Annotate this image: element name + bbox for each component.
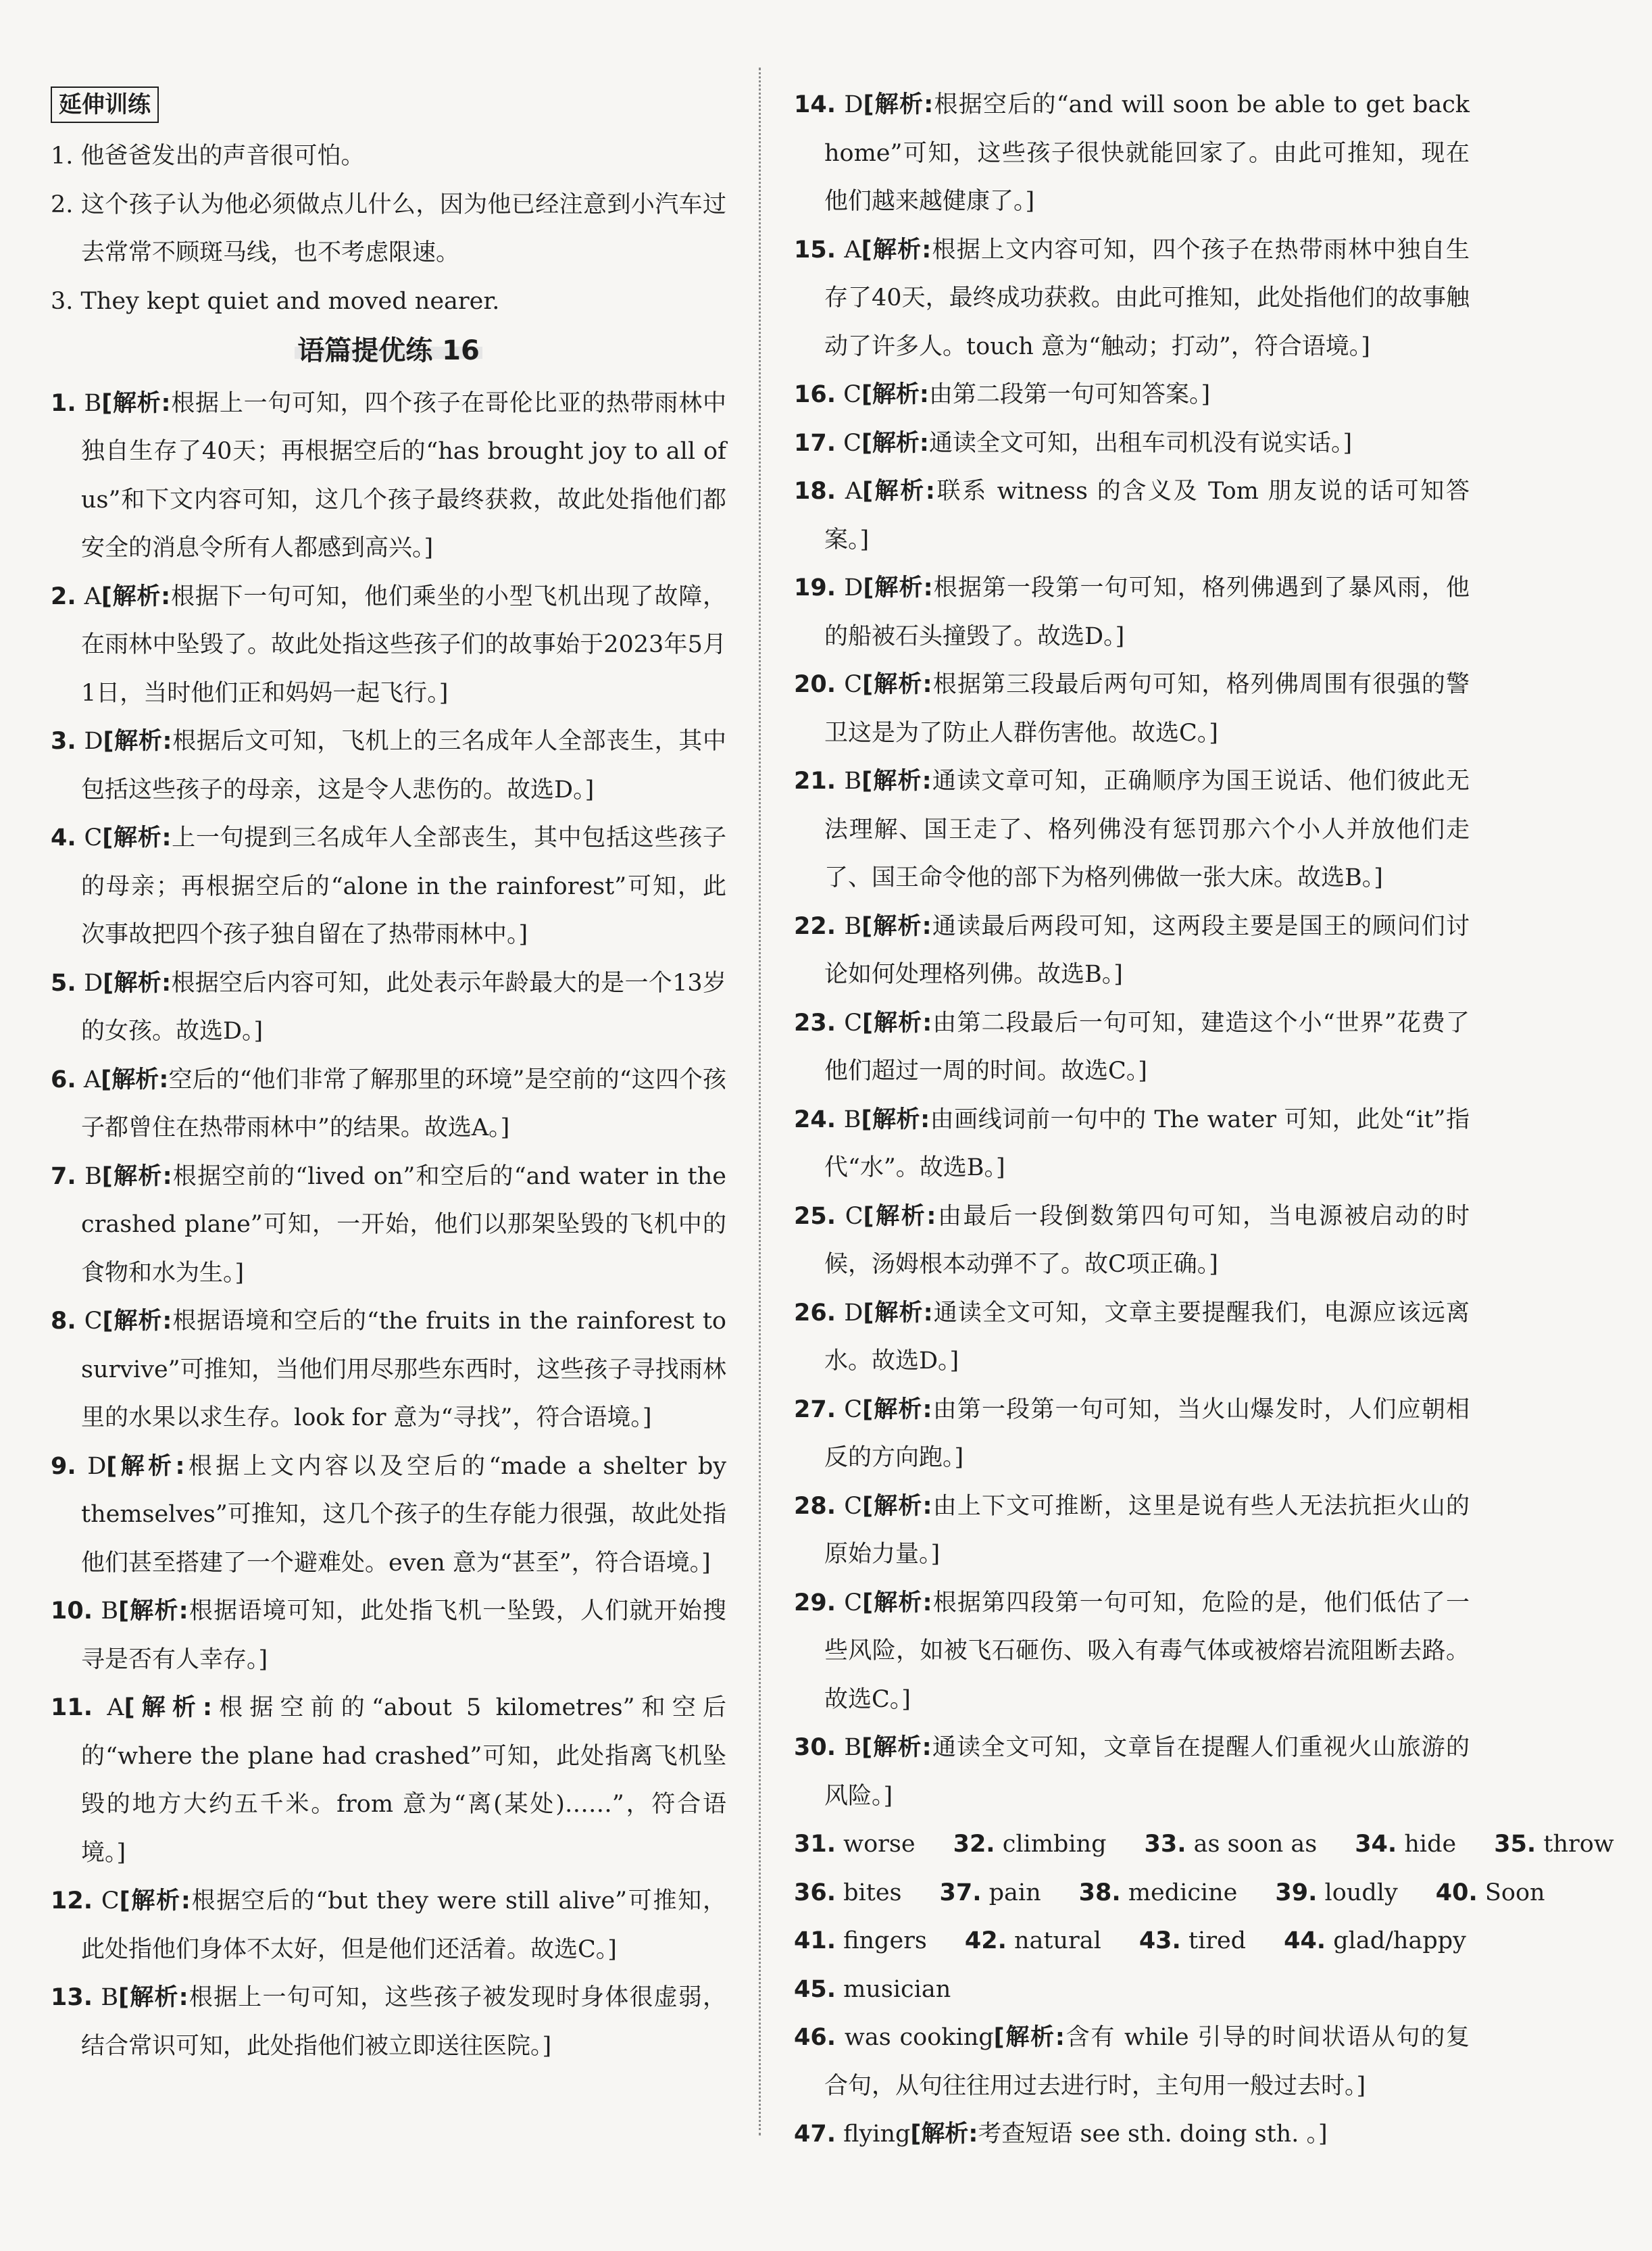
right-item: [794, 1579, 1470, 1725]
right-answer-list: [794, 81, 1470, 1821]
question-number: 26.: [794, 1299, 836, 1327]
question-number: 7.: [51, 1162, 76, 1190]
question-number: 29.: [794, 1589, 836, 1616]
analysis-text: 考查短语 see sth. doing sth. 。]: [978, 2121, 1328, 2148]
question-number: 2.: [51, 583, 76, 610]
analysis-tag: [解析:: [862, 478, 935, 505]
right-item: [794, 420, 1470, 468]
analysis-tag: [解析:: [862, 671, 932, 698]
answer-choice: C: [844, 1395, 863, 1423]
analysis-text: 由画线词前一句中的 The water 可知，此处“it”指代“水”。故选B。]: [824, 1106, 1470, 1181]
fill-answer: [1284, 1927, 1485, 1954]
analysis-tag: [解析:: [118, 1984, 189, 2011]
analysis-text: 通读最后两段可知，这两段主要是国王的顾问们讨论如何处理格列佛。故选B。]: [824, 912, 1470, 988]
analysis-text: 由第二段第一句可知答案。]: [928, 381, 1211, 408]
analysis-text: 通读全文可知，出租车司机没有说实话。]: [928, 429, 1353, 457]
analysis-text: 根据上文内容可知，四个孩子在热带雨林中独自生存了40天，最终成功获救。由此可推知，此处指他们的故事触动了许多人。touch 意为“触动；打动”，符合语境。]: [824, 236, 1470, 360]
right-item: [794, 661, 1470, 758]
answer-choice: B: [84, 389, 102, 417]
answer-word: natural: [1014, 1927, 1101, 1954]
answer-choice: D: [84, 728, 103, 755]
ext-item-1: 1. 他爸爸发出的声音很可怕。: [51, 143, 365, 170]
analysis-tag: [解析:: [910, 2121, 978, 2148]
question-number: 18.: [794, 478, 836, 505]
question-number: 41.: [794, 1927, 836, 1954]
fill-row: [794, 1917, 1470, 1966]
question-number: 38.: [1078, 1879, 1121, 1906]
right-item: [794, 1096, 1470, 1193]
answer-choice: C: [844, 1492, 863, 1520]
answer-word: musician: [843, 1975, 951, 2003]
left-item: [51, 573, 726, 718]
left-item: [51, 1587, 726, 1684]
answer-choice: B: [101, 1598, 119, 1625]
left-item: [51, 814, 726, 960]
left-item: [51, 1877, 726, 1974]
left-item: [51, 1297, 726, 1443]
fill-answer: [1355, 1831, 1475, 1858]
question-number: 17.: [794, 429, 836, 457]
answer-choice: B: [844, 1734, 862, 1761]
answer-word: loudly: [1324, 1879, 1398, 1906]
question-number: 4.: [51, 824, 76, 851]
answer-choice: B: [101, 1984, 119, 2011]
answer-choice: C: [101, 1887, 120, 1914]
fill-answer: [1275, 1879, 1416, 1906]
ext-item-3: 3. They kept quiet and moved nearer.: [51, 287, 500, 315]
analysis-text: 根据第三段最后两句可知，格列佛周围有很强的警卫这是为了防止人群伤害他。故选C。]: [824, 671, 1470, 747]
analysis-text: 根据下一句可知，他们乘坐的小型飞机出现了故障，在雨林中坠毁了。故此处指这些孩子们的故事始于2023年5月1日，当时他们正和妈妈一起飞行。]: [81, 583, 726, 707]
question-number: 11.: [51, 1694, 93, 1721]
analysis-text: 根据第四段第一句可知，危险的是，他们低估了一些风险，如被飞石砸伤、吸入有毒气体或被熔岩流阻断去路。故选C。]: [824, 1589, 1470, 1713]
analysis-text: 根据后文可知，飞机上的三名成年人全部丧生，其中包括这些孩子的母亲，这是令人悲伤的。故选D。]: [81, 728, 726, 803]
analysis-text: 由第二段最后一句可知，建造这个小“世界”花费了他们超过一周的时间。故选C。]: [824, 1009, 1470, 1085]
answer-choice: C: [843, 429, 861, 457]
right-item: [794, 1386, 1470, 1483]
left-item: [51, 1443, 726, 1588]
answer-choice: C: [844, 1589, 863, 1616]
analysis-tag: [解析:: [861, 236, 932, 264]
answer-word: glad/happy: [1333, 1927, 1466, 1954]
right-item: [794, 81, 1470, 226]
question-number: 9.: [51, 1452, 76, 1480]
right-item: [794, 1289, 1470, 1386]
analysis-tag: [解析:: [863, 574, 933, 601]
analysis-text: 根据语境和空后的“the fruits in the rainforest to survive”可推知，当他们用尽那些东西时，这些孩子寻找雨林里的水果以求生存。look for 意为“寻找”，符合语境。]: [81, 1308, 726, 1431]
analysis-text: 由上下文可推断，这里是说有些人无法抗拒火山的原始力量。]: [824, 1492, 1470, 1568]
answer-choice: A: [83, 1066, 101, 1093]
question-number: 19.: [794, 574, 836, 601]
analysis-tag: [解析:: [862, 1009, 932, 1037]
question-number: 40.: [1435, 1879, 1478, 1906]
analysis-tag: [解析:: [103, 728, 172, 755]
fill-answer: [1079, 1879, 1257, 1906]
analysis-tag: [解析:: [861, 1734, 932, 1761]
analysis-text: 根据第一段第一句可知，格列佛遇到了暴风雨，他的船被石头撞毁了。故选D。]: [824, 574, 1470, 650]
answer-word: fingers: [843, 1927, 927, 1954]
question-number: 34.: [1355, 1831, 1397, 1858]
answer-choice: B: [844, 768, 862, 795]
answer-word: as soon as: [1193, 1831, 1318, 1858]
tail-item: [794, 2110, 1470, 2159]
answer-word: medicine: [1128, 1879, 1238, 1906]
left-item: [51, 1684, 726, 1877]
question-number: 39.: [1275, 1879, 1318, 1906]
question-number: 44.: [1284, 1927, 1326, 1954]
analysis-text: 空后的“他们非常了解那里的环境”是空前的“这四个孩子都曾住在热带雨林中”的结果。故选A。]: [81, 1066, 726, 1141]
section-badge: 延伸训练: [51, 86, 159, 123]
analysis-tag: [解析:: [862, 1492, 932, 1520]
section-title-text: 语篇提优练 16: [295, 335, 482, 366]
question-number: 22.: [794, 912, 836, 940]
analysis-tag: [解析:: [863, 1299, 933, 1327]
answer-choice: D: [844, 574, 863, 601]
question-number: 36.: [794, 1879, 836, 1906]
answer-choice: C: [843, 381, 861, 408]
analysis-text: 上一句提到三名成年人全部丧生，其中包括这些孩子的母亲；再根据空后的“alone in the rainforest”可知，此次事故把四个孩子独自留在了热带雨林中。]: [81, 824, 726, 948]
question-number: 3.: [51, 728, 76, 755]
analysis-text: 通读文章可知，正确顺序为国王说话、他们彼此无法理解、国王走了、格列佛没有惩罚那六个小人并放他们走了、国王命令他的部下为格列佛做一张大床。故选B。]: [824, 768, 1470, 891]
answer-choice: C: [84, 1308, 103, 1335]
left-item: [51, 1153, 726, 1298]
question-number: 42.: [964, 1927, 1007, 1954]
right-item: [794, 758, 1470, 903]
analysis-tag: [解析:: [861, 1106, 930, 1133]
fill-answer: [965, 1927, 1120, 1954]
fill-answer: [1144, 1831, 1336, 1858]
question-number: 28.: [794, 1492, 836, 1520]
right-item: [794, 999, 1470, 1096]
right-item: [794, 226, 1470, 372]
fill-answer: [940, 1879, 1060, 1906]
analysis-text: 根据空前的“about 5 kilometres”和空后的“where the plane had crashed”可知，此处指离飞机坠毁的地方大约五千米。from 意为“离(某处)……”，符合语境。]: [81, 1694, 726, 1866]
answer-choice: A: [844, 236, 861, 264]
fill-answer: [794, 1879, 921, 1906]
fill-answer-list: [794, 1821, 1614, 2014]
answer-choice: D: [844, 1299, 863, 1327]
question-number: 21.: [794, 768, 836, 795]
fill-row: [794, 1821, 1614, 1869]
answer-choice: B: [84, 1162, 102, 1190]
fill-row: [794, 1869, 1545, 1918]
tail-answer-list: [794, 2014, 1470, 2159]
question-number: 6.: [51, 1066, 76, 1093]
analysis-tag: [解析:: [861, 912, 932, 940]
analysis-tag: [解析:: [118, 1598, 189, 1625]
answer-choice: C: [845, 1202, 863, 1230]
answer-word: climbing: [1002, 1831, 1107, 1858]
question-number: 5.: [51, 969, 76, 997]
question-number: 37.: [939, 1879, 982, 1906]
answer-word: bites: [843, 1879, 902, 1906]
left-item: [51, 960, 726, 1056]
analysis-tag: [解析:: [993, 2024, 1065, 2051]
answer-word: pain: [988, 1879, 1041, 1906]
analysis-tag: [解析:: [119, 1887, 191, 1914]
column-divider: [759, 68, 761, 2135]
right-item: [794, 1193, 1470, 1289]
right-column: [794, 81, 1614, 2159]
left-answer-list: [51, 380, 726, 2071]
answer-choice: was cooking: [844, 2024, 994, 2051]
question-number: 16.: [794, 381, 836, 408]
question-number: 12.: [51, 1887, 93, 1914]
analysis-tag: [解析:: [101, 1162, 172, 1190]
analysis-text: 由第一段第一句可知，当火山爆发时，人们应朝相反的方向跑。]: [824, 1395, 1470, 1471]
left-item: [51, 718, 726, 814]
fill-answer: [794, 1831, 934, 1858]
question-number: 20.: [794, 671, 836, 698]
fill-answer: [1436, 1879, 1564, 1906]
analysis-tag: [解析:: [124, 1694, 213, 1721]
question-number: 45.: [794, 1975, 836, 2003]
answer-choice: C: [844, 671, 863, 698]
question-number: 8.: [51, 1308, 76, 1335]
analysis-text: 含有 while 引导的时间状语从句的复合句，从句往往用过去进行时，主句用一般过去时。]: [824, 2024, 1470, 2100]
analysis-tag: [解析:: [861, 381, 929, 408]
tail-item: [794, 2014, 1470, 2110]
question-number: 30.: [794, 1734, 836, 1761]
right-item: [794, 468, 1470, 564]
analysis-text: 根据语境可知，此处指飞机一坠毁，人们就开始搜寻是否有人幸存。]: [81, 1598, 726, 1673]
answer-choice: A: [845, 478, 863, 505]
left-item: [51, 1974, 726, 2071]
analysis-text: 根据上文内容以及空后的“made a shelter by themselves”可推知，这几个孩子的生存能力很强，故此处指他们甚至搭建了一个避难处。even 意为“甚至”，符合语境。]: [81, 1452, 726, 1577]
question-number: 46.: [794, 2024, 836, 2051]
analysis-tag: [解析:: [106, 1452, 185, 1480]
question-number: 23.: [794, 1009, 836, 1037]
question-number: 35.: [1494, 1831, 1536, 1858]
answer-choice: D: [844, 91, 863, 118]
right-item: [794, 564, 1470, 661]
left-item: [51, 1056, 726, 1153]
right-item: [794, 1724, 1470, 1821]
analysis-text: 通读全文可知，文章主要提醒我们，电源应该远离水。故选D。]: [824, 1299, 1470, 1375]
question-number: 10.: [51, 1598, 93, 1625]
answer-choice: C: [844, 1009, 863, 1037]
analysis-tag: [解析:: [861, 768, 932, 795]
right-item: [794, 1483, 1470, 1579]
fill-answer: [794, 1976, 970, 2003]
left-column: [51, 81, 726, 2071]
question-number: 13.: [51, 1984, 93, 2011]
analysis-text: 通读全文可知，文章旨在提醒人们重视火山旅游的风险。]: [824, 1734, 1470, 1810]
ext-item-2: 2. 这个孩子认为他必须做点儿什么，因为他已经注意到小汽车过去常常不顾斑马线，也不考虑限速。: [51, 191, 726, 266]
analysis-tag: [解析:: [102, 1308, 172, 1335]
section-title: [51, 327, 726, 376]
answer-choice: D: [84, 969, 103, 997]
analysis-text: 根据上一句可知，这些孩子被发现时身体很虚弱，结合常识可知，此处指他们被立即送往医院。]: [81, 1984, 726, 2060]
question-number: 15.: [794, 236, 836, 264]
question-number: 32.: [953, 1831, 995, 1858]
analysis-text: 由最后一段倒数第四句可知，当电源被启动的时候，汤姆根本动弹不了。故C项正确。]: [824, 1202, 1470, 1278]
analysis-tag: [解析:: [862, 1589, 932, 1616]
answer-choice: flying: [843, 2121, 911, 2148]
analysis-tag: [解析:: [103, 969, 172, 997]
question-number: 14.: [794, 91, 836, 118]
analysis-tag: [解析:: [863, 91, 934, 118]
analysis-tag: [解析:: [101, 389, 171, 417]
right-item: [794, 371, 1470, 420]
answer-word: tired: [1188, 1927, 1247, 1954]
analysis-tag: [解析:: [101, 583, 171, 610]
answer-word: Soon: [1484, 1879, 1545, 1906]
question-number: 27.: [794, 1395, 836, 1423]
answer-word: throw: [1543, 1831, 1614, 1858]
answer-word: worse: [843, 1831, 916, 1858]
answer-choice: A: [107, 1694, 124, 1721]
left-item: [51, 380, 726, 573]
answer-choice: B: [843, 1106, 861, 1133]
analysis-tag: [解析:: [101, 1066, 169, 1093]
question-number: 24.: [794, 1106, 836, 1133]
analysis-text: 联系 witness 的含义及 Tom 朋友说的话可知答案。]: [824, 478, 1470, 553]
answer-choice: D: [87, 1452, 107, 1480]
answer-choice: C: [84, 824, 103, 851]
question-number: 33.: [1144, 1831, 1186, 1858]
fill-answer: [1494, 1831, 1633, 1858]
fill-answer: [794, 1927, 946, 1954]
answer-choice: B: [844, 912, 862, 940]
fill-answer: [1139, 1927, 1265, 1954]
question-number: 1.: [51, 389, 76, 417]
analysis-text: 根据空后内容可知，此处表示年龄最大的是一个13岁的女孩。故选D。]: [81, 969, 726, 1045]
analysis-text: 根据上一句可知，四个孩子在哥伦比亚的热带雨林中独自生存了40天；再根据空后的“has brought joy to all of us”和下文内容可知，这几个孩子最终获救，故此处指他们都安全的消息令所有人都感到高兴。]: [81, 389, 726, 562]
analysis-tag: [解析:: [102, 824, 172, 851]
fill-row: [794, 1966, 1470, 2014]
analysis-tag: [解析:: [862, 1395, 932, 1423]
question-number: 31.: [794, 1831, 836, 1858]
answer-choice: A: [84, 583, 101, 610]
analysis-tag: [解析:: [861, 429, 929, 457]
analysis-tag: [解析:: [863, 1202, 936, 1230]
analysis-text: 根据空后的“but they were still alive”可推知，此处指他们身体不太好，但是他们还活着。故选C。]: [81, 1887, 726, 1963]
answer-word: hide: [1404, 1831, 1457, 1858]
analysis-text: 根据空前的“lived on”和空后的“and water in the crashed plane”可知，一开始，他们以那架坠毁的飞机中的食物和水为生。]: [81, 1162, 726, 1287]
question-number: 25.: [794, 1202, 836, 1230]
question-number: 43.: [1138, 1927, 1181, 1954]
fill-answer: [953, 1831, 1126, 1858]
right-item: [794, 903, 1470, 999]
analysis-text: 根据空后的“and will soon be able to get back home”可知，这些孩子很快就能回家了。由此可推知，现在他们越来越健康了。]: [824, 91, 1470, 215]
question-number: 47.: [794, 2121, 836, 2148]
